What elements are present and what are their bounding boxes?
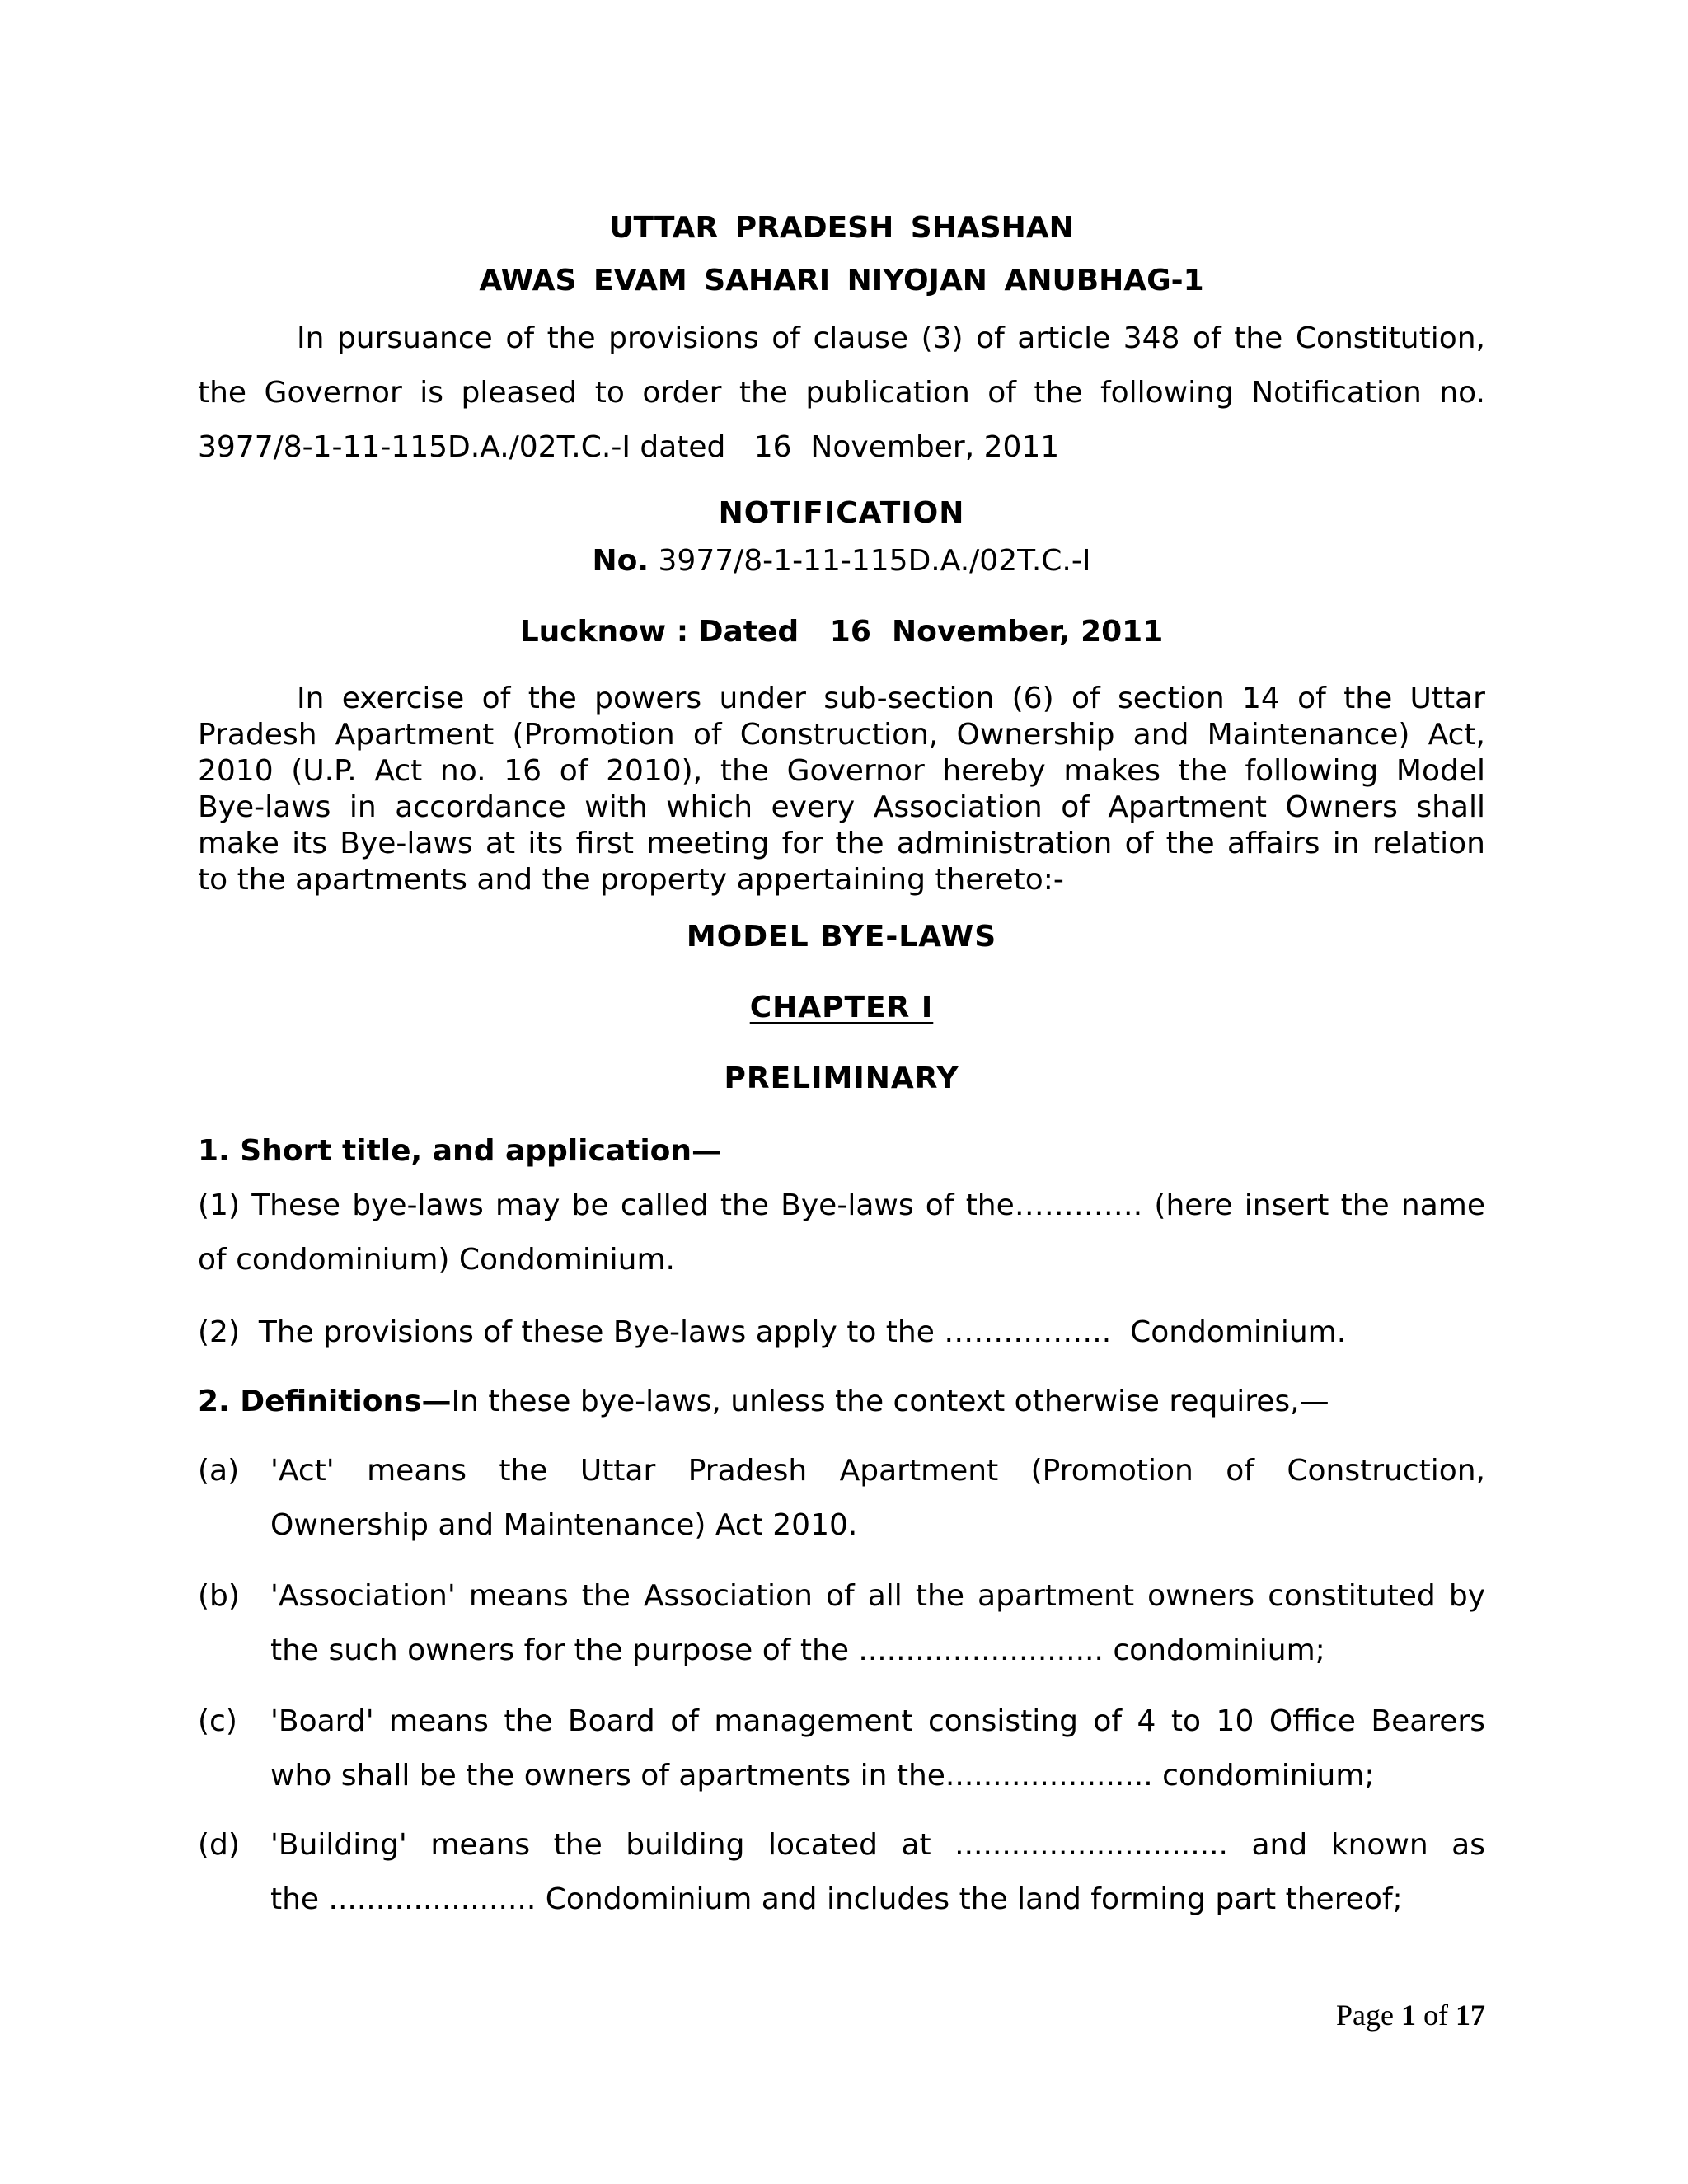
preamble-paragraph: [198, 681, 1485, 898]
preamble-line-3: 2010 (U.P. Act no. 16 of 2010), the Governor hereby makes the following Model: [198, 754, 1485, 788]
intro-paragraph: [198, 312, 1485, 475]
preamble-line-2: Pradesh Apartment (Promotion of Construction, Ownership and Maintenance) Act,: [198, 718, 1485, 752]
page-word: Page: [1336, 1999, 1401, 2032]
section-2-heading: [198, 1375, 1485, 1429]
definition-b-text: [270, 1569, 1485, 1678]
definition-b-label: (b): [198, 1579, 240, 1613]
preamble-line-4: Bye-laws in accordance with which every Association of Apartment Owners shall: [198, 790, 1485, 824]
notification-title: NOTIFICATION: [718, 496, 965, 530]
chapter-title: [198, 987, 1485, 1029]
preamble-line-6: to the apartments and the property appertaining thereto:-: [198, 863, 1064, 897]
definition-c-line-2: who shall be the owners of apartments in the...................... condominium;: [270, 1759, 1375, 1793]
page-current: 1: [1401, 1999, 1416, 2032]
definition-c-text: [270, 1694, 1485, 1803]
header-line-1: UTTAR PRADESH SHASHAN: [609, 211, 1074, 245]
definition-c-line-1: 'Board' means the Board of management consisting of 4 to 10 Office Bearers: [270, 1704, 1485, 1738]
section-2-heading-bold: 2. Definitions—: [198, 1385, 452, 1418]
definition-a-line-2: Ownership and Maintenance) Act 2010.: [270, 1508, 858, 1542]
notification-number-label: No.: [592, 544, 649, 578]
page-total: 17: [1456, 1999, 1485, 2032]
definition-d-line-2: the ...................... Condominium and includes the land forming part thereof;: [270, 1882, 1403, 1916]
definition-c-label: (c): [198, 1704, 237, 1738]
model-bye-laws-title: MODEL BYE-LAWS: [686, 920, 997, 954]
definition-a-label: (a): [198, 1454, 240, 1488]
definition-d-line-1: 'Building' means the building located at ............................. and known as: [270, 1828, 1485, 1862]
definition-d-label: (d): [198, 1828, 240, 1862]
definition-a-text: [270, 1444, 1485, 1553]
section-2-heading-rest: In these bye-laws, unless the context otherwise requires,—: [451, 1385, 1329, 1418]
definition-b-line-2: the such owners for the purpose of the .......................... condominium;: [270, 1633, 1325, 1667]
definition-d-text: [270, 1818, 1485, 1927]
preliminary-title: PRELIMINARY: [724, 1062, 959, 1095]
intro-line-2: the Governor is pleased to order the publication of the following Notification no.: [198, 376, 1485, 410]
chapter-title-text: CHAPTER I: [749, 991, 934, 1024]
notification-dated: Lucknow : Dated 16 November, 2011: [519, 615, 1164, 649]
preamble-line-1: In exercise of the powers under sub-section (6) of section 14 of the Uttar: [297, 682, 1485, 715]
section-1-clause-1: [198, 1179, 1485, 1287]
clause-1-line-2: of condominium) Condominium.: [198, 1243, 675, 1277]
definition-b-line-1: 'Association' means the Association of all the apartment owners constituted by: [270, 1579, 1485, 1613]
definition-a-line-1: 'Act' means the Uttar Pradesh Apartment (Promotion of Construction,: [270, 1454, 1485, 1488]
page-of-word: of: [1416, 1999, 1456, 2032]
preamble-line-5: make its Bye-laws at its first meeting for the administration of the affairs in relation: [198, 827, 1485, 860]
page-number-footer: [1336, 1998, 1485, 2032]
intro-line-3: 3977/8-1-11-115D.A./02T.C.-I dated 16 November, 2011: [198, 430, 1060, 464]
header-line-2: AWAS EVAM SAHARI NIYOJAN ANUBHAG-1: [479, 264, 1204, 298]
section-1-clause-2: (2) The provisions of these Bye-laws apply to the …………….. Condominium.: [198, 1315, 1347, 1349]
clause-1-line-1: (1) These bye-laws may be called the Bye-laws of the…………. (here insert the name: [198, 1188, 1485, 1222]
notification-number-value: 3977/8-1-11-115D.A./02T.C.-I: [649, 544, 1091, 578]
section-1-heading: 1. Short title, and application—: [198, 1134, 722, 1168]
intro-line-1: In pursuance of the provisions of clause (3) of article 348 of the Constitution,: [297, 321, 1485, 355]
notification-number: [198, 541, 1485, 582]
